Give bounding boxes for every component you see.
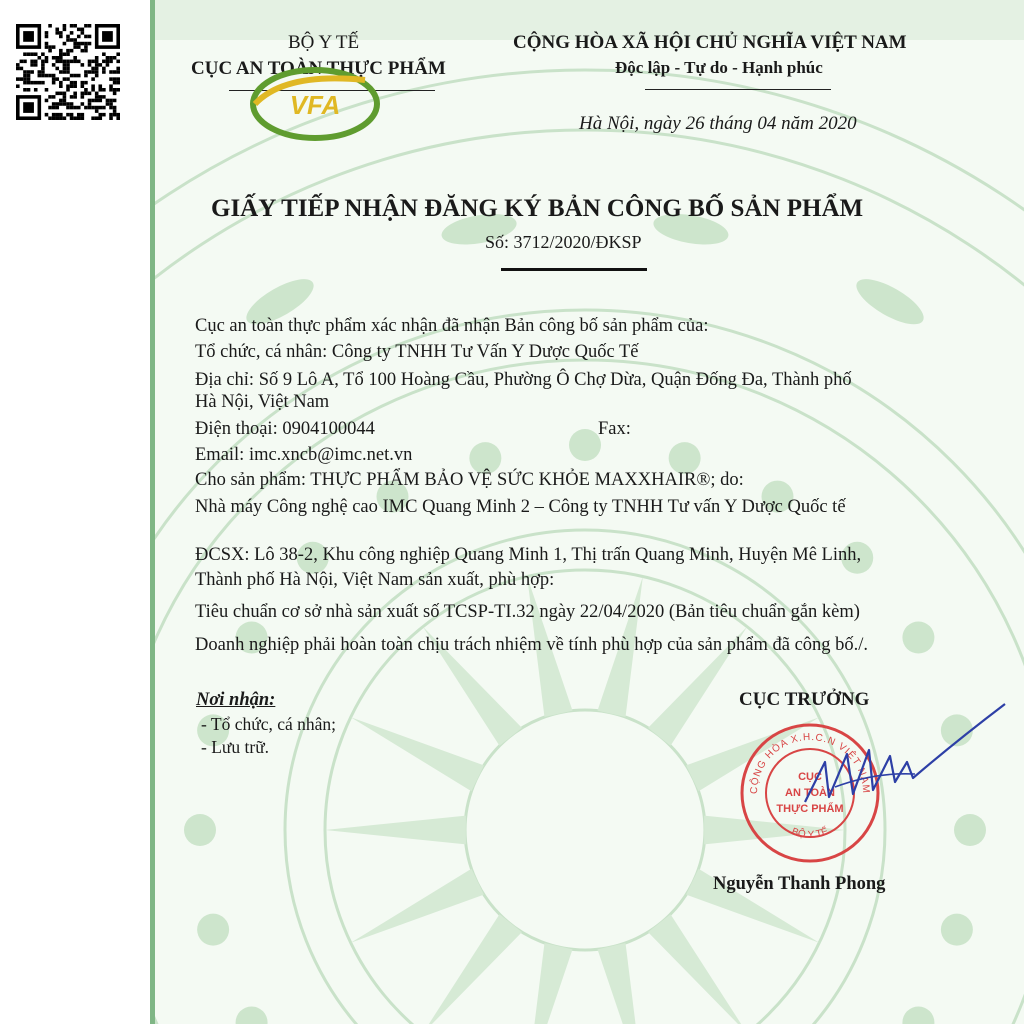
- product-text: Cho sản phẩm: THỰC PHẨM BẢO VỆ SỨC KHỎE MAXXHAIR®; do:: [195, 470, 744, 490]
- recipients-heading: Nơi nhận:: [196, 690, 276, 710]
- organization-text: Tổ chức, cá nhân: Công ty TNHH Tư Vấn Y Dược Quốc Tế: [195, 342, 639, 362]
- motto-underline: [645, 89, 831, 90]
- email-text: Email: imc.xncb@imc.net.vn: [195, 445, 413, 465]
- vfa-logo: [245, 62, 385, 142]
- seal-outer-text: CỘNG HÒA X.H.C.N VIỆT NAM: [748, 731, 872, 795]
- title-rule: [501, 268, 647, 271]
- country-name: CỘNG HÒA XÃ HỘI CHỦ NGHĨA VIỆT NAM: [513, 32, 907, 53]
- address-line-1: Địa chỉ: Số 9 Lô A, Tổ 100 Hoàng Cầu, Phường Ô Chợ Dừa, Quận Đống Đa, Thành phố: [195, 370, 852, 390]
- certificate-document: [150, 0, 1024, 1024]
- national-motto: Độc lập - Tự do - Hạnh phúc: [615, 58, 823, 77]
- ministry-name: BỘ Y TẾ: [288, 32, 360, 53]
- address-line-2: Hà Nội, Việt Nam: [195, 392, 330, 412]
- intro-text: Cục an toàn thực phẩm xác nhận đã nhận Bản công bố sản phẩm của:: [195, 316, 709, 336]
- seal-inner-line-3: THỰC PHẨM: [776, 803, 844, 815]
- qr-code: [16, 24, 120, 120]
- phone-text: Điện thoại: 0904100044: [195, 419, 375, 439]
- recipient-item: - Lưu trữ.: [201, 737, 270, 757]
- agency-name: CỤC AN TOÀN THỰC PHẨM: [191, 58, 446, 79]
- signer-name: Nguyễn Thanh Phong: [713, 874, 886, 894]
- seal-inner-line-1: CỤC: [798, 771, 822, 783]
- responsibility-text: Doanh nghiệp phải hoàn toàn chịu trách nhiệm về tính phù hợp của sản phẩm đã công bố./.: [195, 635, 869, 655]
- document-number: Số: 3712/2020/ĐKSP: [485, 232, 642, 252]
- recipient-item: - Tổ chức, cá nhân;: [201, 714, 337, 734]
- document-title: GIẤY TIẾP NHẬN ĐĂNG KÝ BẢN CÔNG BỐ SẢN PHẨM: [211, 195, 864, 222]
- standard-text: Tiêu chuẩn cơ sở nhà sản xuất số TCSP-TI.32 ngày 22/04/2020 (Bản tiêu chuẩn gắn kèm): [195, 602, 860, 622]
- manufacturer-text: Nhà máy Công nghệ cao IMC Quang Minh 2 – Công ty TNHH Tư vấn Y Dược Quốc tế: [195, 497, 846, 517]
- vfa-logo-text: VFA: [289, 90, 341, 120]
- seal-inner-line-2: AN TOÀN: [785, 787, 835, 799]
- production-line-2: Thành phố Hà Nội, Việt Nam sản xuất, phù hợp:: [195, 570, 555, 590]
- signer-position: CỤC TRƯỞNG: [739, 689, 870, 710]
- place-date: Hà Nội, ngày 26 tháng 04 năm 2020: [579, 113, 857, 134]
- seal-bottom-text: BỘ Y TẾ: [790, 826, 830, 841]
- handwritten-signature: [795, 702, 1024, 832]
- production-line-1: ĐCSX: Lô 38-2, Khu công nghiệp Quang Minh 1, Thị trấn Quang Minh, Huyện Mê Linh,: [195, 545, 862, 565]
- fax-text: Fax:: [598, 419, 631, 439]
